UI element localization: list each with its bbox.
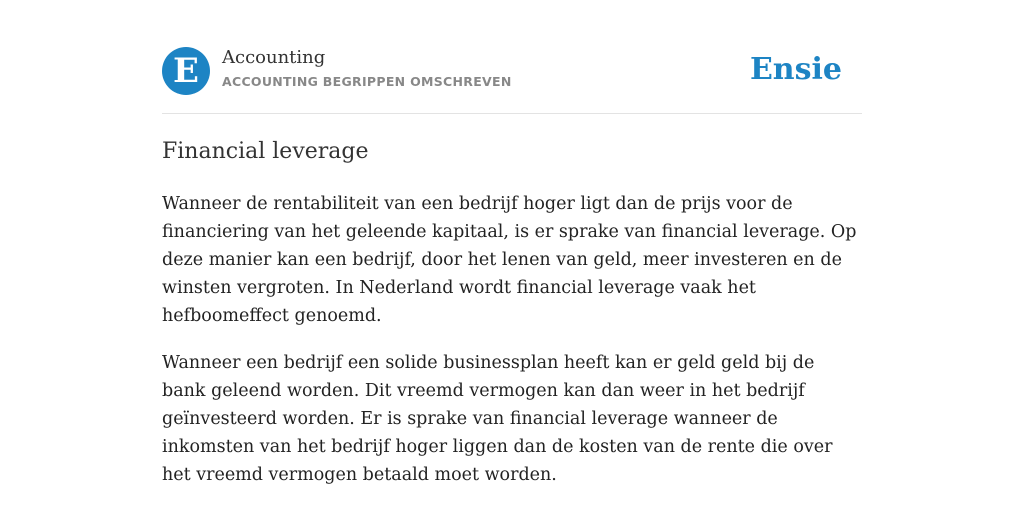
category-logo-icon[interactable]: E bbox=[162, 47, 210, 95]
entry-paragraph-2: Wanneer een bedrijf een solide businessplan heeft kan er geld geld bij de bank geleend worden. Dit vreemd vermogen kan dan weer in het bedrijf geïnvesteerd worden. Er is sprake van financial leverage wanneer de inkomsten van het bedrijf hoger liggen dan de kosten van de rente die over het vreemd vermogen betaald moet worden. bbox=[162, 353, 833, 485]
header-divider bbox=[162, 113, 862, 114]
entry-content bbox=[162, 136, 862, 489]
header bbox=[162, 46, 862, 96]
entry-paragraph-1: Wanneer de rentabiliteit van een bedrijf hoger ligt dan de prijs voor de financiering van het geleende kapitaal, is er sprake van financial leverage. Op deze manier kan een bedrijf, door het lenen van geld, meer investeren en de winsten vergroten. In Nederland wordt financial leverage vaak het hefboomeffect genoemd. bbox=[162, 194, 857, 326]
category-title[interactable]: Accounting bbox=[222, 47, 326, 68]
category-subtitle: ACCOUNTING BEGRIPPEN OMSCHREVEN bbox=[222, 74, 512, 89]
brand-logo[interactable]: Ensie bbox=[749, 52, 842, 87]
entry-term: Financial leverage bbox=[162, 139, 369, 164]
